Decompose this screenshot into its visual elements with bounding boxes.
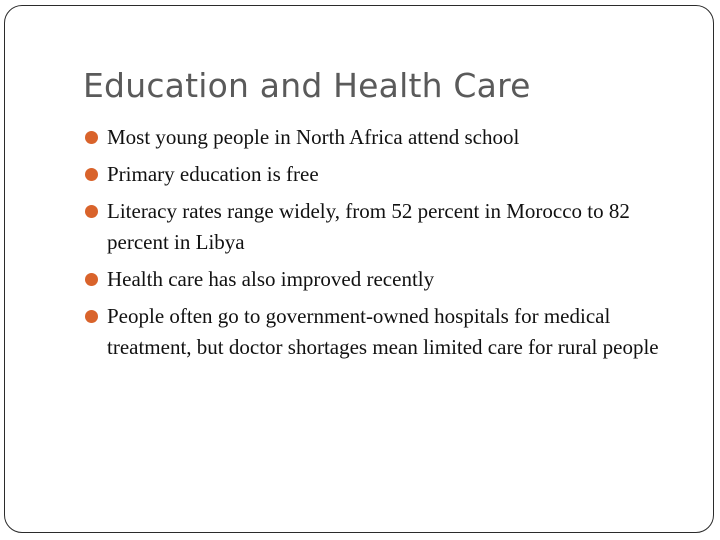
bullet-text: Literacy rates range widely, from 52 percent in Morocco to 82 percent in Libya — [107, 199, 630, 254]
bullet-item — [85, 196, 685, 258]
bullet-list — [85, 122, 685, 369]
bullet-text: People often go to government-owned hospitals for medical treatment, but doctor shortages mean limited care for rural people — [107, 304, 659, 359]
bullet-item — [85, 122, 685, 153]
slide-frame — [4, 5, 714, 533]
bullet-dot-icon — [85, 131, 98, 144]
bullet-text: Health care has also improved recently — [107, 267, 435, 291]
bullet-dot-icon — [85, 310, 98, 323]
bullet-dot-icon — [85, 205, 98, 218]
bullet-item — [85, 264, 685, 295]
bullet-text: Primary education is free — [107, 162, 319, 186]
bullet-item — [85, 301, 685, 363]
bullet-text: Most young people in North Africa attend school — [107, 125, 520, 149]
bullet-dot-icon — [85, 273, 98, 286]
bullet-item — [85, 159, 685, 190]
slide-title: Education and Health Care — [83, 66, 531, 105]
bullet-dot-icon — [85, 168, 98, 181]
